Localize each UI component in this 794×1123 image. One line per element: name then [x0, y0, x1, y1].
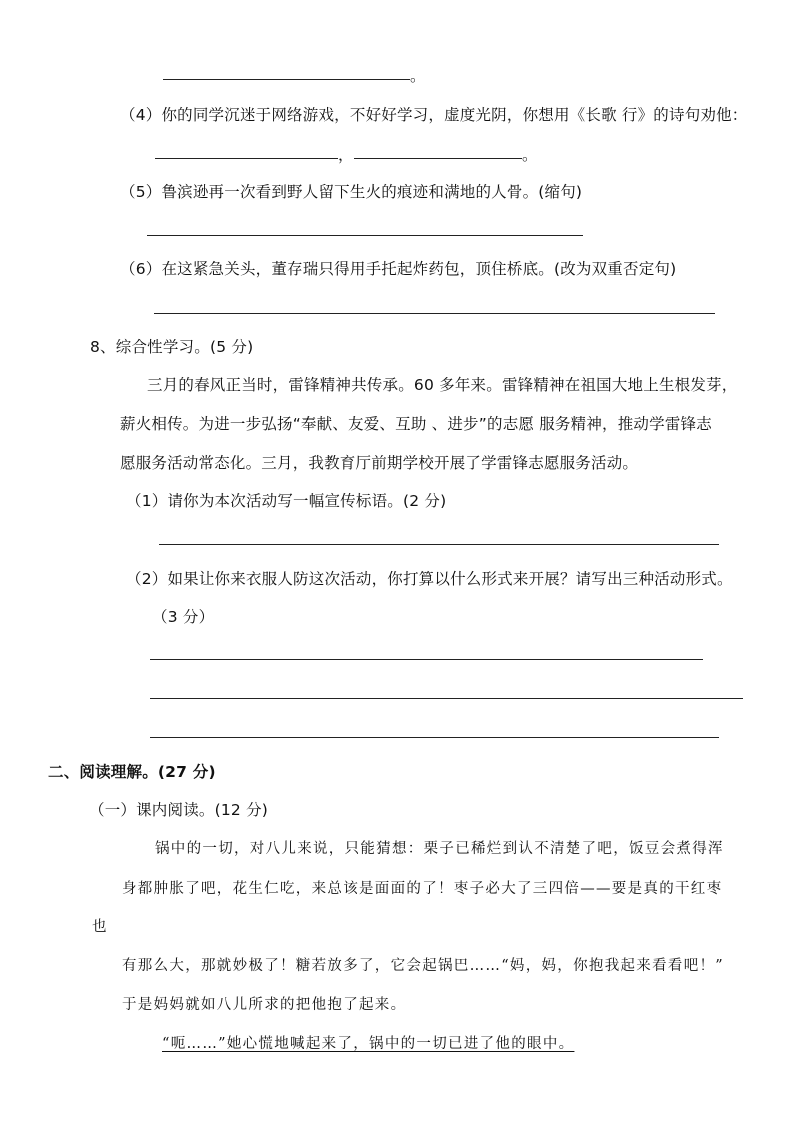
- question-4-text: （4）你的同学沉迷于网络游戏，不好好学习，虚度光阴，你想用《长歌 行》的诗句劝他：: [120, 106, 748, 124]
- answer-line[interactable]: [155, 158, 338, 159]
- section-2-title: 二、阅读理解。(27 分): [48, 763, 216, 781]
- answer-line[interactable]: [159, 544, 719, 545]
- paragraph-line: 愿服务活动常态化。三月，我教育厅前期学校开展了学雷锋志愿服务活动。: [120, 454, 639, 472]
- question-8-title: 8、综合性学习。(5 分): [90, 338, 254, 356]
- question-8-1-text: （1）请你为本次活动写一幅宣传标语。(2 分): [126, 492, 447, 510]
- answer-line[interactable]: [354, 158, 522, 159]
- passage-line: 锅中的一切，对八儿来说，只能猜想：栗子已稀烂到认不清楚了吧，饭豆会煮得浑: [155, 841, 724, 857]
- answer-line[interactable]: [150, 737, 719, 738]
- question-8-2-text: （2）如果让你来衣服人防这次活动，你打算以什么形式来开展？请写出三种活动形式。: [126, 570, 733, 588]
- passage-line: 身都肿胀了吧，花生仁吃，来总该是面面的了！枣子必大了三四倍——要是真的干红枣: [122, 881, 723, 897]
- answer-line[interactable]: [147, 235, 583, 236]
- answer-line[interactable]: [154, 313, 715, 314]
- passage-line: 也: [92, 919, 108, 935]
- answer-line[interactable]: [163, 79, 410, 80]
- passage-line: 有那么大，那就妙极了！糖若放多了，它会起锅巴……“妈，妈，你抱我起来看看吧！”: [122, 958, 725, 974]
- period: 。: [522, 146, 538, 164]
- passage-line: 于是妈妈就如八儿所求的把他抱了起来。: [122, 997, 407, 1013]
- section-2-part-1: （一）课内阅读。(12 分): [89, 801, 269, 819]
- period: 。: [410, 67, 426, 85]
- question-8-2-score: （3 分）: [152, 608, 215, 626]
- answer-line[interactable]: [150, 698, 743, 699]
- passage-line-underlined: “呃……”她心慌地喊起来了，锅中的一切已进了他的眼中。: [162, 1036, 575, 1052]
- comma: ，: [338, 146, 354, 164]
- answer-line[interactable]: [150, 659, 703, 660]
- question-5-text: （5）鲁滨逊再一次看到野人留下生火的痕迹和满地的人骨。(缩句): [120, 183, 583, 201]
- question-6-text: （6）在这紧急关头，董存瑞只得用手托起炸药包，顶住桥底。(改为双重否定句): [120, 260, 677, 278]
- paragraph-line: 三月的春风正当时，雷锋精神共传承。60 多年来。雷锋精神在祖国大地上生根发芽，: [147, 376, 738, 394]
- paragraph-line: 薪火相传。为进一步弘扬“奉献、友爱、互助 、进步”的志愿 服务精神，推动学雷锋志: [120, 415, 712, 433]
